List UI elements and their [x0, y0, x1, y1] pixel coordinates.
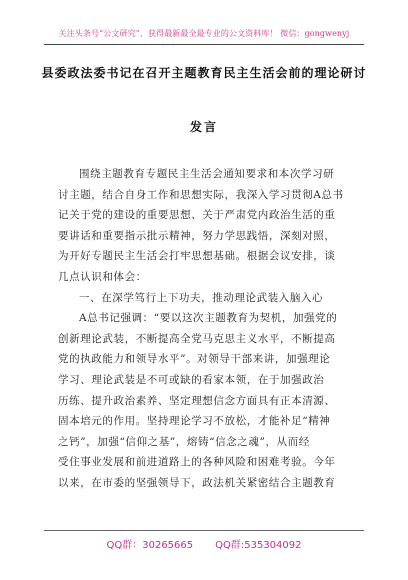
body-line: 以来，在市委的坚强领导下，政法机关紧密结合主题教育 — [58, 476, 336, 489]
footer-qq-group-1: QQ群：30265665 — [106, 540, 194, 551]
body-line: 为开好专题民主生活会打牢思想基础。根据会议安排，谈 — [58, 250, 336, 263]
footer — [0, 536, 408, 551]
body-line: 围绕主题教育专题民主生活会通知要求和本次学习研 — [79, 168, 335, 180]
footer-divider — [44, 530, 364, 531]
body-line: 受住事业发展和前进道路上的各种风险和困难考验。今年 — [58, 456, 336, 469]
body-line: 党的执政能力和领导水平”。对领导干部来讲，加强理论 — [58, 353, 331, 366]
header-note: 关注头条号“公文研究”，获得最新最全最专业的公文资料库！ 微信：gongwenyj — [58, 29, 350, 38]
body-line: 创新理论武装，不断提高全党马克思主义水平，不断提高 — [58, 332, 336, 345]
body-line: 一、在深学笃行上下功夫，推动理论武装入脑入心 — [79, 291, 324, 304]
document-body — [58, 164, 353, 494]
body-line: 固本培元的作用。坚持理论学习不放松，才能补足“精神 — [58, 415, 331, 428]
footer-qq-group-2: QQ群:535304092 — [215, 540, 302, 551]
document-title: 县委政法委书记在召开主题教育民主生活会前的理论研讨 — [41, 66, 367, 80]
body-line: 要讲话和重要指示批示精神，努力学思践悟，深刻对照， — [58, 229, 336, 242]
body-line: 历练、提升政治素养、坚定理想信念方面具有正本清源、 — [58, 394, 336, 407]
body-line: 讨主题，结合自身工作和思想实际，我深入学习贯彻A总书 — [58, 188, 344, 201]
body-line: A总书记强调：“要以这次主题教育为契机，加强党的 — [79, 312, 338, 325]
document-title-line2: 发言 — [189, 120, 218, 134]
header-divider — [44, 44, 364, 45]
body-line: 之钙”，加强“信仰之基”，熔铸“信念之魂”，从而经 — [58, 435, 310, 448]
body-line: 几点认识和体会： — [58, 270, 147, 283]
body-line: 记关于党的建设的重要思想、关于严肃党内政治生活的重 — [58, 209, 336, 222]
body-line: 学习、理论武装是不可或缺的看家本领，在于加强政治 — [58, 373, 325, 386]
